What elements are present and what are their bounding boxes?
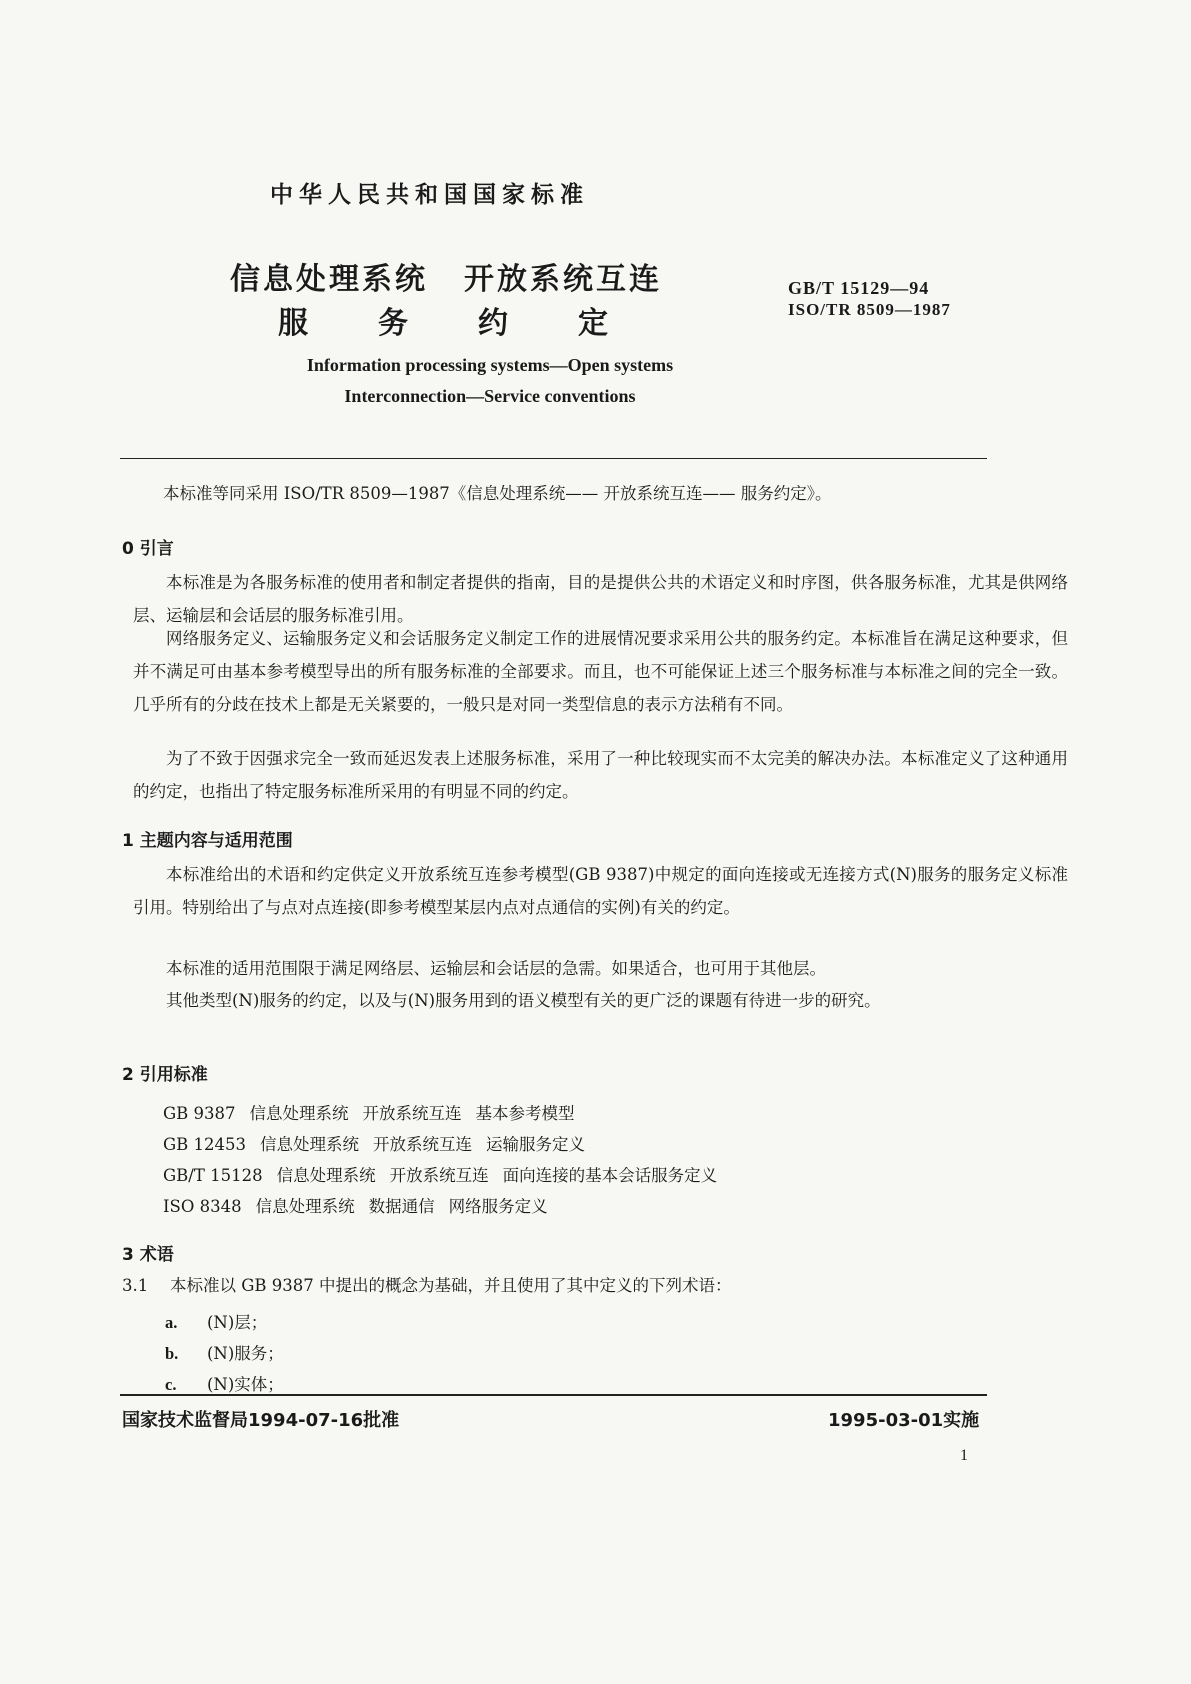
reference-code: GB 12453 bbox=[163, 1135, 247, 1154]
title-char: 约 bbox=[478, 306, 508, 341]
title-cn-line1-b: 开放系统互连 bbox=[464, 262, 662, 297]
section-3-title: 3 术语 bbox=[122, 1245, 174, 1265]
reference-part: 开放系统互连 bbox=[362, 1104, 462, 1123]
section-2-title: 2 引用标准 bbox=[122, 1065, 208, 1085]
clause-number: 3.1 bbox=[122, 1276, 149, 1295]
section-0-paragraph-3: 为了不致于因强求完全一致而延迟发表上述服务标准，采用了一种比较现实而不太完美的解决办法。本标准定义了这种通用的约定，也指出了特定服务标准所采用的有明显不同的约定。 bbox=[133, 749, 1068, 801]
reference-item bbox=[163, 1100, 589, 1124]
reference-part: 基本参考模型 bbox=[475, 1104, 575, 1123]
title-en-line2: Interconnection—Service conventions bbox=[344, 386, 636, 406]
reference-part: 数据通信 bbox=[368, 1197, 435, 1216]
section-1-paragraph-3: 其他类型(N)服务的约定，以及与(N)服务用到的语义模型有关的更广泛的课题有待进一步的研究。 bbox=[166, 991, 881, 1010]
reference-part: 信息处理系统 bbox=[276, 1166, 376, 1185]
effective-date: 1995-03-01实施 bbox=[828, 1410, 980, 1431]
iso-number: ISO/TR 8509—1987 bbox=[788, 300, 951, 319]
term-label: a. bbox=[165, 1313, 178, 1332]
footer-rule bbox=[120, 1394, 987, 1396]
adoption-note: 本标准等同采用 ISO/TR 8509—1987《信息处理系统—— 开放系统互连—— 服务约定》。 bbox=[163, 484, 832, 503]
reference-part: 信息处理系统 bbox=[260, 1135, 360, 1154]
standard-number: GB/T 15129—94 bbox=[788, 278, 930, 298]
reference-part: 运输服务定义 bbox=[486, 1135, 586, 1154]
reference-code: GB 9387 bbox=[163, 1104, 236, 1123]
reference-item bbox=[163, 1162, 731, 1186]
term-text: (N)服务； bbox=[207, 1344, 284, 1363]
reference-item bbox=[163, 1131, 599, 1155]
section-1-title: 1 主题内容与适用范围 bbox=[122, 831, 293, 851]
section-1-paragraph-2: 本标准的适用范围限于满足网络层、运输层和会话层的急需。如果适合，也可用于其他层。 bbox=[166, 959, 826, 978]
title-char: 定 bbox=[578, 306, 608, 341]
reference-part: 面向连接的基本会话服务定义 bbox=[502, 1166, 718, 1185]
reference-part: 信息处理系统 bbox=[249, 1104, 349, 1123]
term-text: (N)层； bbox=[207, 1313, 268, 1332]
clause-3-1 bbox=[122, 1278, 732, 1295]
reference-code: GB/T 15128 bbox=[163, 1166, 263, 1185]
title-char: 务 bbox=[378, 306, 408, 341]
reference-code: ISO 8348 bbox=[163, 1197, 242, 1216]
term-text: (N)实体； bbox=[207, 1375, 284, 1394]
term-label: c. bbox=[165, 1375, 177, 1394]
header-rule bbox=[120, 458, 987, 459]
term-item bbox=[165, 1371, 284, 1395]
reference-part: 网络服务定义 bbox=[448, 1197, 548, 1216]
title-cn-line1-a: 信息处理系统 bbox=[230, 262, 428, 297]
clause-text: 本标准以 GB 9387 中提出的概念为基础，并且使用了其中定义的下列术语： bbox=[170, 1276, 732, 1295]
section-0-title: 0 引言 bbox=[122, 539, 174, 559]
reference-part: 开放系统互连 bbox=[373, 1135, 473, 1154]
page-number: 1 bbox=[960, 1447, 968, 1464]
title-cn-line2 bbox=[278, 298, 608, 342]
title-char: 服 bbox=[278, 306, 308, 341]
reference-part: 开放系统互连 bbox=[389, 1166, 489, 1185]
section-0-paragraph-2: 网络服务定义、运输服务定义和会话服务定义制定工作的进展情况要求采用公共的服务约定。本标准旨在满足这种要求，但并不满足可由基本参考模型导出的所有服务标准的全部要求。而且，也不可能保证上述三个服务标准与本标准之间的完全一致。几乎所有的分歧在技术上都是无关紧要的，一般只是对同一类型信息的表示方法稍有不同。 bbox=[133, 629, 1068, 714]
term-label: b. bbox=[165, 1344, 179, 1363]
section-0-paragraph-1: 本标准是为各服务标准的使用者和制定者提供的指南，目的是提供公共的术语定义和时序图，供各服务标准，尤其是供网络层、运输层和会话层的服务标准引用。 bbox=[133, 573, 1068, 625]
title-en-line1: Information processing systems—Open systems bbox=[306, 355, 674, 375]
approval-date: 国家技术监督局1994-07-16批准 bbox=[122, 1410, 400, 1431]
reference-item bbox=[163, 1193, 562, 1217]
term-item bbox=[165, 1309, 267, 1333]
title-cn-line1 bbox=[230, 254, 662, 298]
reference-part: 信息处理系统 bbox=[255, 1197, 355, 1216]
section-1-paragraph-1: 本标准给出的术语和约定供定义开放系统互连参考模型(GB 9387)中规定的面向连接或无连接方式(N)服务的服务定义标准引用。特别给出了与点对点连接(即参考模型某层内点对点通信的实例)有关的约定。 bbox=[133, 865, 1068, 917]
national-standard-heading: 中华人民共和国国家标准 bbox=[270, 182, 589, 208]
term-item bbox=[165, 1340, 284, 1364]
